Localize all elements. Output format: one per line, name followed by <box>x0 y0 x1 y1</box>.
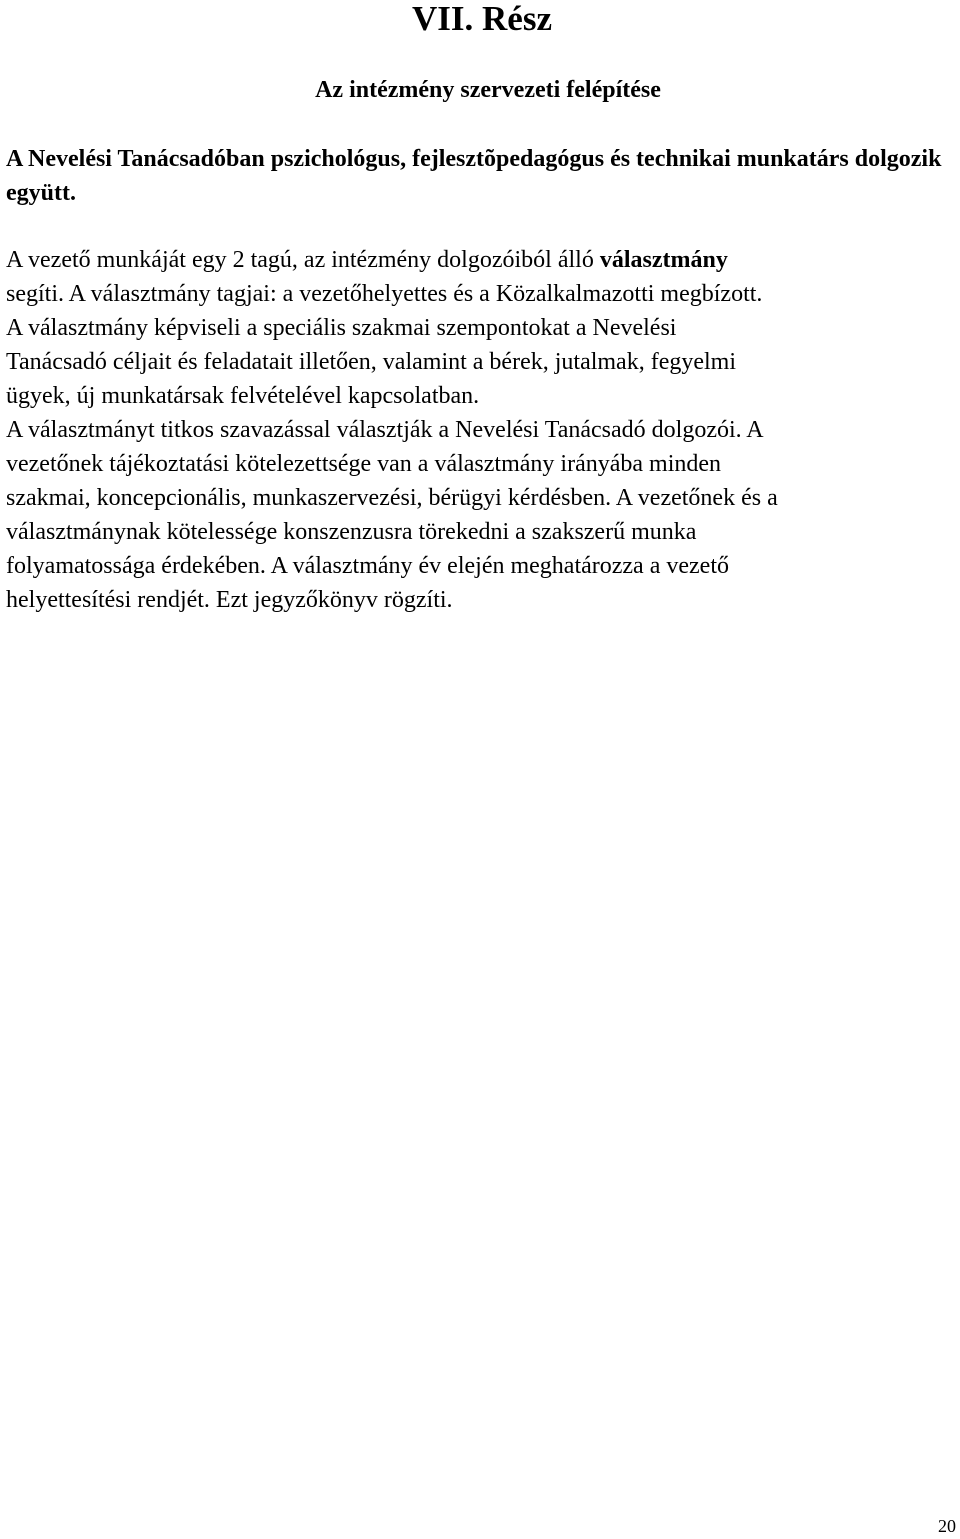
body-line: A választmányt titkos szavazással választják a Nevelési Tanácsadó dolgozói. A <box>6 417 764 443</box>
body-line: A választmány képviseli a speciális szakmai szempontokat a Nevelési <box>6 315 677 341</box>
page-title: VII. Rész <box>412 0 552 38</box>
body-line: segíti. A választmány tagjai: a vezetőhelyettes és a Közalkalmazotti megbízott. <box>6 281 763 307</box>
body-line: vezetőnek tájékoztatási kötelezettsége van a választmány irányába minden <box>6 451 722 477</box>
body-line: Tanácsadó céljait és feladatait illetően, valamint a bérek, jutalmak, fegyelmi <box>6 349 737 375</box>
emphasized-term: választmány <box>599 247 728 273</box>
body-text: A vezető munkáját egy 2 tagú, az intézmény dolgozóiból álló <box>6 247 600 273</box>
lead-paragraph: A Nevelési Tanácsadóban pszichológus, fejlesztõpedagógus és technikai munkatárs dolgozik együtt. <box>6 146 942 206</box>
body-line: ügyek, új munkatársak felvételével kapcsolatban. <box>6 383 480 409</box>
body-line: folyamatossága érdekében. A választmány év elején meghatározza a vezető <box>6 553 729 579</box>
page-number: 20 <box>938 1516 956 1536</box>
body-line: választmánynak kötelessége konszenzusra törekedni a szakszerű munka <box>6 519 697 545</box>
body-line: szakmai, koncepcionális, munkaszervezési, bérügyi kérdésben. A vezetőnek és a <box>6 485 778 511</box>
body-paragraph <box>6 243 960 617</box>
body-line <box>6 243 960 277</box>
section-subtitle: Az intézmény szervezeti felépítése <box>315 77 661 103</box>
body-line: helyettesítési rendjét. Ezt jegyzőkönyv rögzíti. <box>6 587 453 613</box>
